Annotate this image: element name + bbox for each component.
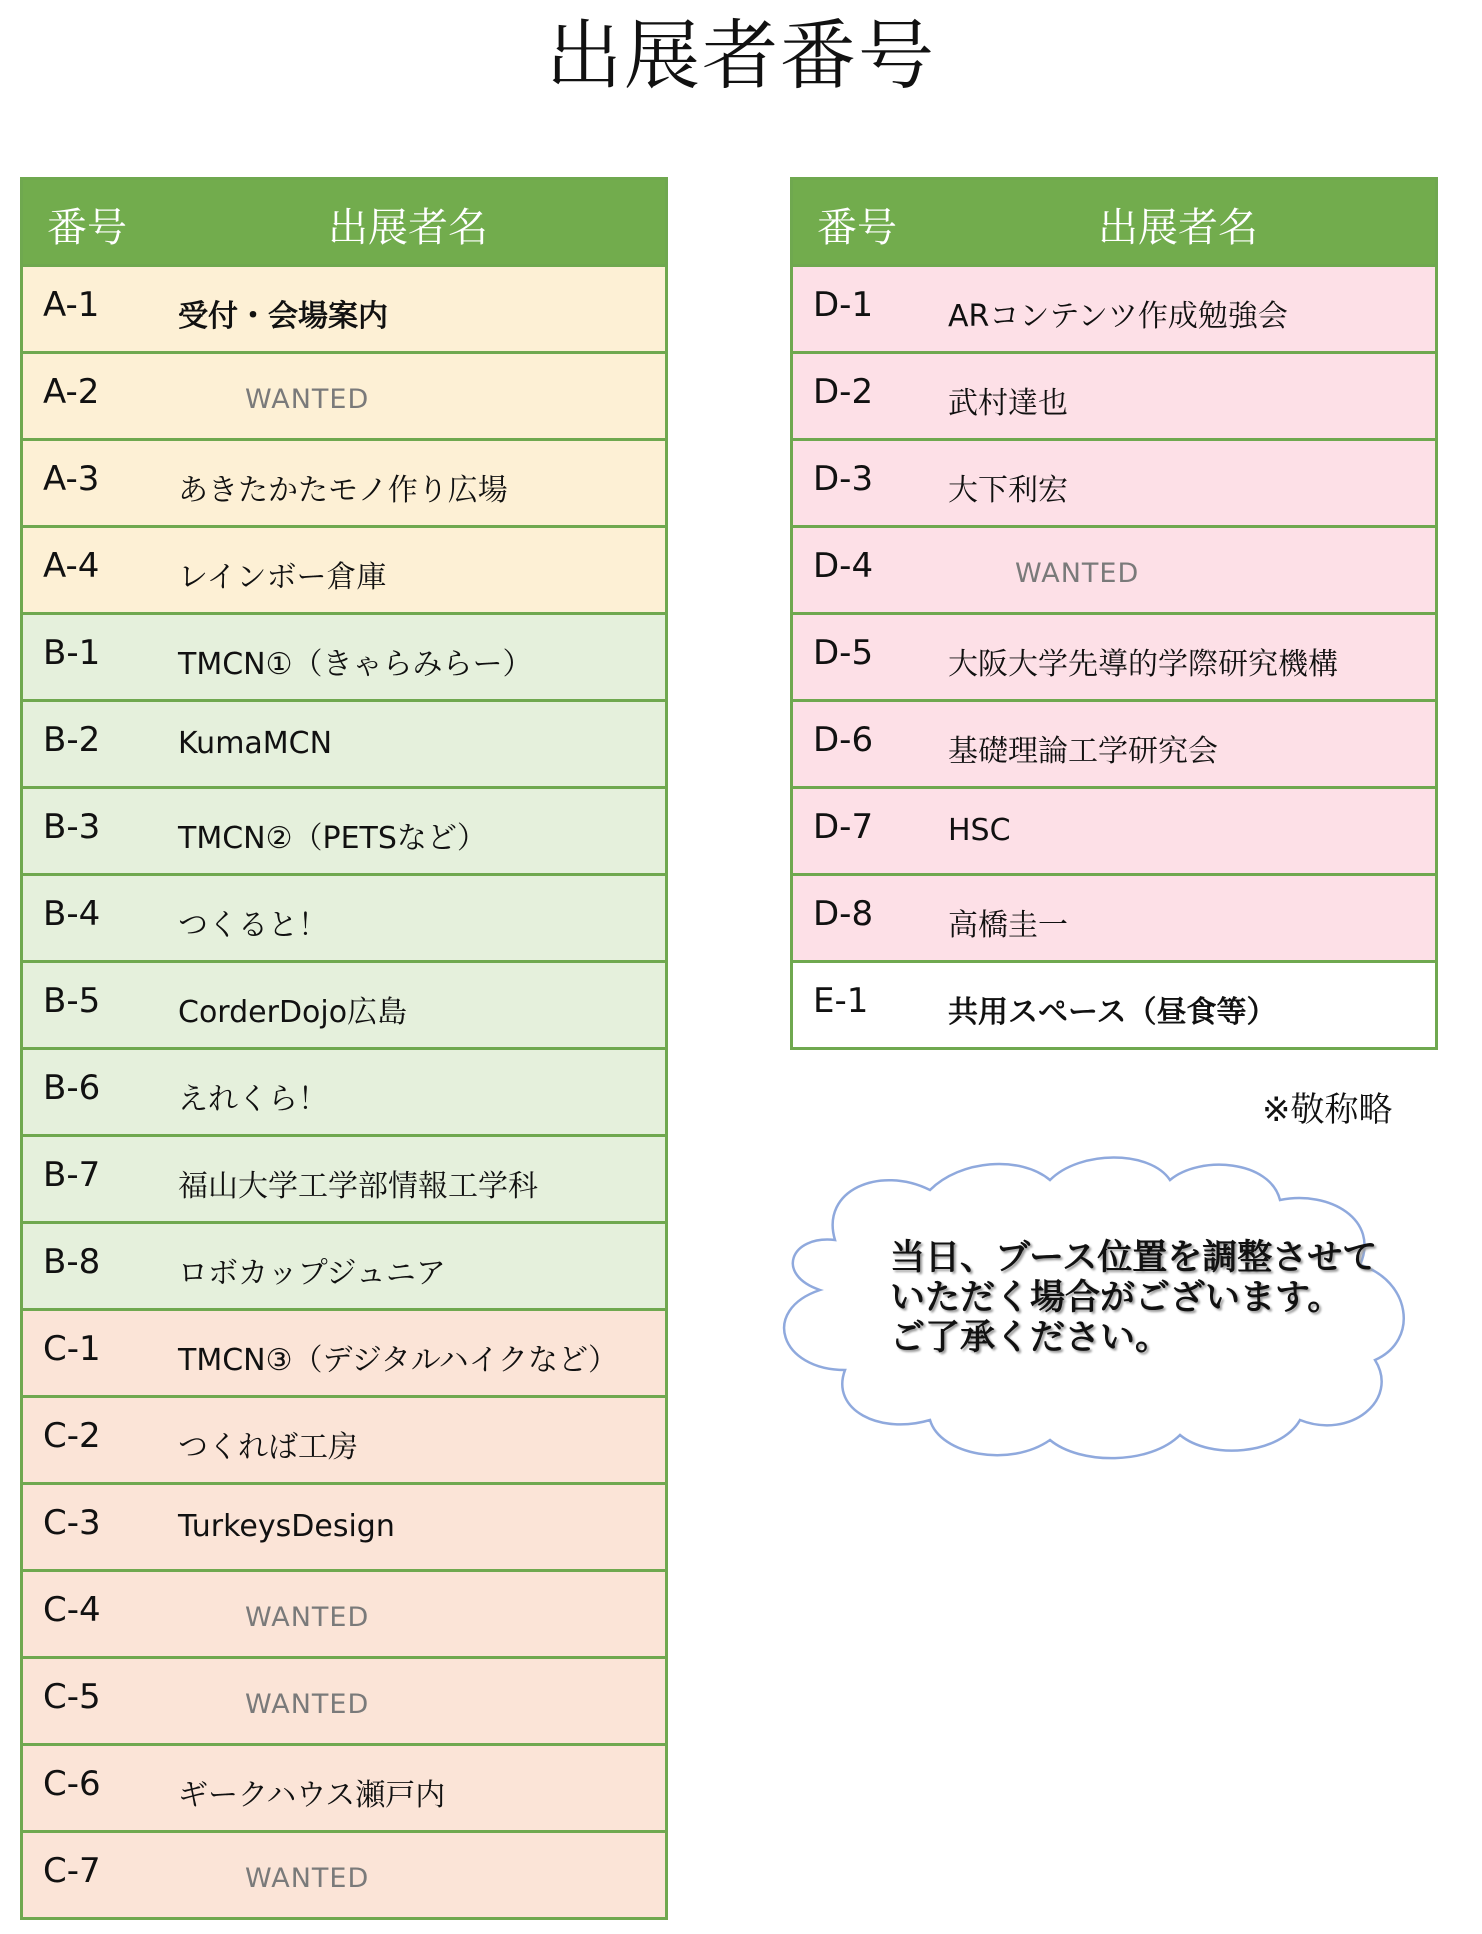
table-row [23,789,665,873]
booth-number: C-4 [43,1590,101,1630]
booth-number: A-4 [43,546,100,586]
booth-number: A-3 [43,459,100,499]
booth-number: C-6 [43,1764,101,1804]
cloud-line: ご了承ください。 [890,1318,1171,1358]
exhibitor-table-right [790,177,1438,1050]
table-row [23,1137,665,1221]
exhibitor-name: ギークハウス瀬戸内 [178,1778,446,1813]
table-row [23,1572,665,1656]
exhibitor-name: えれくら！ [178,1082,328,1117]
table-row [23,876,665,960]
booth-number: D-8 [813,894,874,934]
exhibitor-name: 武村達也 [948,386,1068,421]
table-row [793,789,1435,873]
exhibitor-name: 大下利宏 [948,473,1068,508]
header-name-label: 出展者名 [328,205,488,251]
booth-number: D-1 [813,285,874,325]
booth-number: B-3 [43,807,101,847]
table-row [23,354,665,438]
header-number-label: 番号 [47,205,127,251]
table-row [23,528,665,612]
table-rows [23,267,665,1917]
table-row [793,441,1435,525]
table-row [23,267,665,351]
cloud-line: 当日、ブース位置を調整させて [890,1238,1378,1278]
exhibitor-name: ARコンテンツ作成勉強会 [948,299,1288,334]
exhibitor-name: KumaMCN [178,726,333,761]
booth-number: B-1 [43,633,101,673]
exhibitor-name: TMCN②（PETSなど） [178,821,487,856]
booth-number: B-2 [43,720,101,760]
exhibitor-name: 福山大学工学部情報工学科 [178,1169,538,1204]
booth-number: D-2 [813,372,874,412]
booth-number: C-3 [43,1503,101,1543]
exhibitor-name: 基礎理論工学研究会 [948,734,1218,769]
booth-number: C-1 [43,1329,101,1369]
table-row [23,1746,665,1830]
exhibitor-name: ロボカップジュニア [178,1256,446,1291]
booth-number: A-2 [43,372,100,412]
honorific-note: ※敬称略 [1262,1090,1393,1130]
exhibitor-name: 高橋圭一 [948,908,1068,943]
table-row [23,702,665,786]
booth-number: B-7 [43,1155,101,1195]
exhibitor-table-left [20,177,668,1920]
table-row [793,267,1435,351]
exhibitor-name: レインボー倉庫 [178,560,387,595]
table-row [23,1659,665,1743]
booth-number: C-7 [43,1851,101,1891]
table-row [793,963,1435,1047]
table-row [793,615,1435,699]
exhibitor-name: 大阪大学先導的学際研究機構 [948,647,1338,682]
exhibitor-name: CorderDojo広島 [178,995,408,1030]
table-row [793,702,1435,786]
exhibitor-name: つくれば工房 [178,1430,358,1465]
table-row [23,1050,665,1134]
header-name-label: 出展者名 [1098,205,1258,251]
table-rows [793,267,1435,1047]
exhibitor-name: あきたかたモノ作り広場 [178,473,508,508]
booth-number: C-2 [43,1416,101,1456]
cloud-line: いただく場合がございます。 [890,1278,1343,1318]
booth-number: D-6 [813,720,874,760]
table-header [793,180,1435,264]
wanted-placeholder: WANTED [1015,558,1140,589]
table-row [23,963,665,1047]
wanted-placeholder: WANTED [245,1863,370,1894]
table-row [23,615,665,699]
booth-number: B-6 [43,1068,101,1108]
exhibitor-name: TMCN①（きゃらみらー） [178,647,533,682]
booth-number: D-7 [813,807,874,847]
table-row [793,528,1435,612]
booth-number: D-3 [813,459,874,499]
cloud-callout [760,1150,1460,1470]
cloud-message [890,1238,1377,1358]
table-header [23,180,665,264]
exhibitor-name: 受付・会場案内 [178,299,388,334]
booth-number: C-5 [43,1677,101,1717]
wanted-placeholder: WANTED [245,384,370,415]
exhibitor-name: HSC [948,813,1011,848]
header-number-label: 番号 [817,205,897,251]
table-row [23,1398,665,1482]
page-title: 出展者番号 [546,11,936,100]
table-row [793,876,1435,960]
exhibitor-name: つくると！ [178,908,328,943]
wanted-placeholder: WANTED [245,1689,370,1720]
booth-number: E-1 [813,981,869,1021]
table-row [23,1224,665,1308]
exhibitor-name: TurkeysDesign [178,1509,395,1544]
table-row [23,1485,665,1569]
booth-number: B-4 [43,894,101,934]
booth-number: D-5 [813,633,874,673]
table-row [23,441,665,525]
table-row [793,354,1435,438]
table-row [23,1833,665,1917]
exhibitor-name: 共用スペース（昼食等） [948,995,1277,1030]
booth-number: B-8 [43,1242,101,1282]
booth-number: D-4 [813,546,874,586]
wanted-placeholder: WANTED [245,1602,370,1633]
table-row [23,1311,665,1395]
booth-number: B-5 [43,981,101,1021]
booth-number: A-1 [43,285,100,325]
exhibitor-name: TMCN③（デジタルハイクなど） [178,1343,618,1378]
